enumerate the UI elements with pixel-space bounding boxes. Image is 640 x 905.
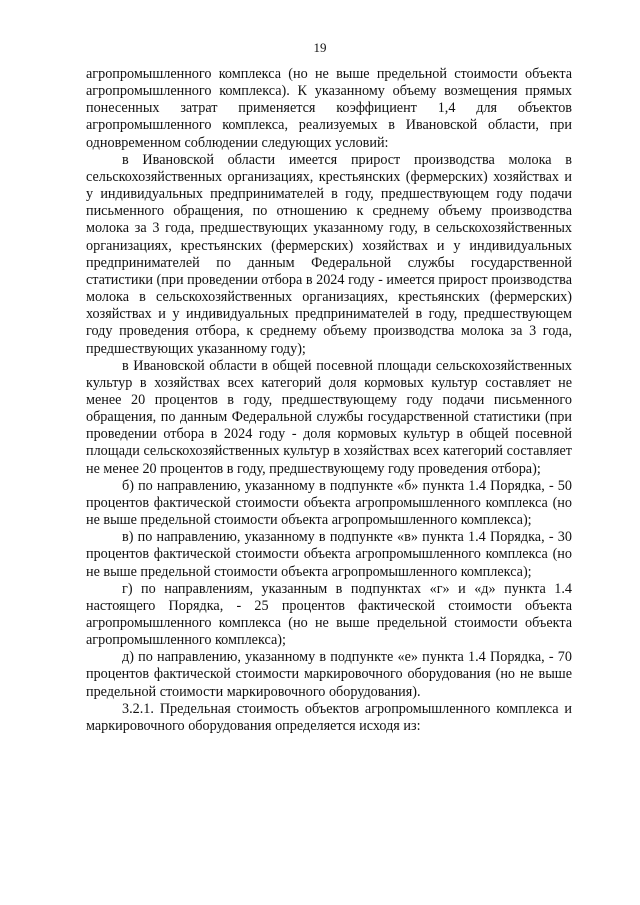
paragraph-condition-forage: в Ивановской области в общей посевной площади сельскохозяйственных культур в хозяйствах всех категорий доля кормовых культур составляет не менее 20 процентов в году, предшествующему году подачи письменного обращения, по данным Федеральной службы государственной статистики (при проведении отбора в 2024 году - доля кормовых культур в общей посевной площади сельскохозяйственных культур в хозяйствах всех категорий составляет не менее 20 процентов в году, предшествующему году проведения отбора); (86, 357, 572, 477)
paragraph-condition-milk: в Ивановской области имеется прирост производства молока в сельскохозяйственных организациях, крестьянских (фермерских) хозяйствах и у индивидуальных предпринимателей в году, предшествующем году подачи письменного обращения, по отношению к среднему объему производства молока за 3 года, предшествующих указанному году, в сельскохозяйственных организациях, крестьянских (фермерских) хозяйствах и у индивидуальных предпринимателей по данным Федеральной службы государственной статистики (при проведении отбора в 2024 году - имеется прирост производства молока в сельскохозяйственных организациях, крестьянских (фермерских) хозяйствах и у индивидуальных предпринимателей в году, предшествующем году проведения отбора, к среднему объему производства молока за 3 года, предшествующих указанному году); (86, 151, 572, 357)
paragraph-item-b: б) по направлению, указанному в подпункте «б» пункта 1.4 Порядка, - 50 процентов фактической стоимости объекта агропромышленного комплекса (но не выше предельной стоимости объекта агропромышленного комплекса); (86, 477, 572, 529)
paragraph-item-g: г) по направлениям, указанным в подпунктах «г» и «д» пункта 1.4 настоящего Порядка, - 25 процентов фактической стоимости объекта агропромышленного комплекса (но не выше предельной стоимости объекта агропромышленного комплекса); (86, 580, 572, 649)
document-body (86, 66, 572, 735)
page-number: 19 (313, 40, 327, 55)
paragraph-3-2-1: 3.2.1. Предельная стоимость объектов агропромышленного комплекса и маркировочного оборудования определяется исходя из: (86, 700, 572, 734)
paragraph-continuation: агропромышленного комплекса (но не выше предельной стоимости объекта агропромышленного комплекса). К указанному объему возмещения прямых понесенных затрат применяется коэффициент 1,4 для объектов агропромышленного комплекса, реализуемых в Ивановской области, при одновременном соблюдении следующих условий: (86, 66, 572, 151)
paragraph-item-d: д) по направлению, указанному в подпункте «е» пункта 1.4 Порядка, - 70 процентов фактической стоимости маркировочного оборудования (но не выше предельной стоимости маркировочного оборудования). (86, 649, 572, 700)
paragraph-item-v: в) по направлению, указанному в подпункте «в» пункта 1.4 Порядка, - 30 процентов фактической стоимости объекта агропромышленного комплекса (но не выше предельной стоимости объекта агропромышленного комплекса); (86, 529, 572, 580)
